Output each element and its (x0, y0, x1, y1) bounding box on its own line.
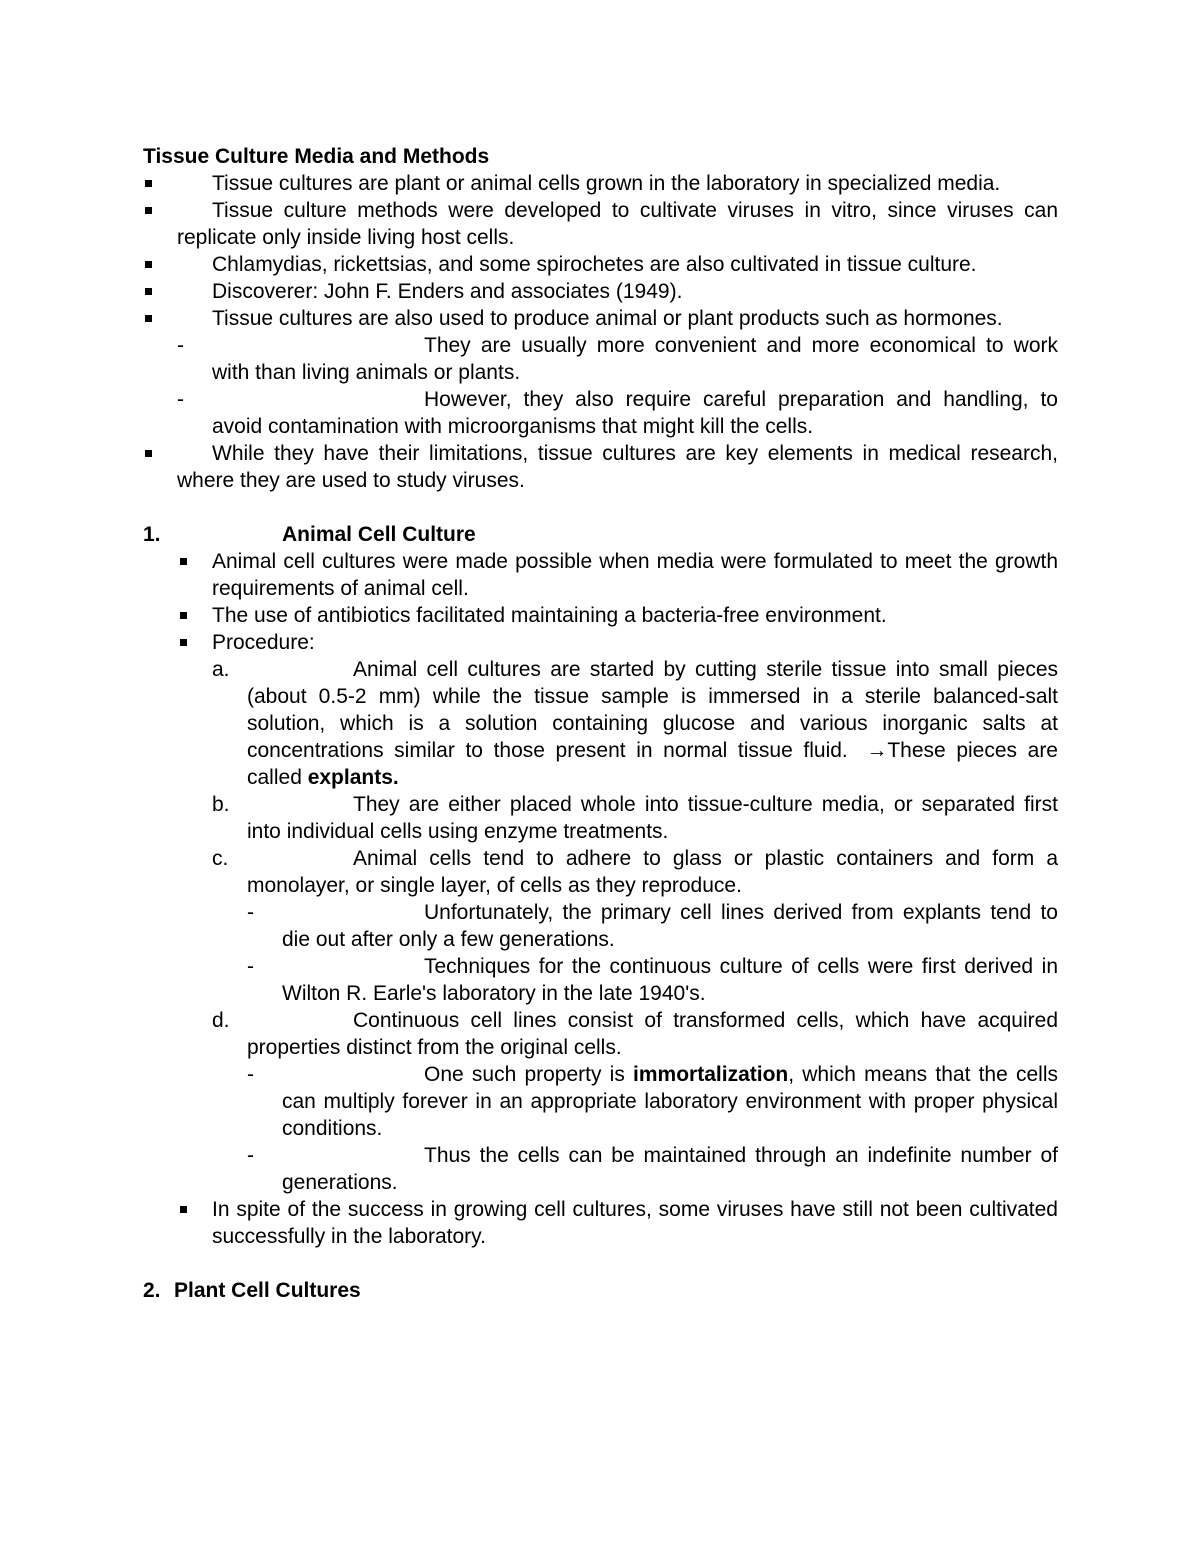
intro-bullet: Tissue cultures are also used to produce animal or plant products such as hormones. (143, 305, 1058, 332)
dash-marker: - (247, 901, 254, 924)
step-d-dash-item: - Thus the cells can be maintained through an indefinite number of generations. (247, 1144, 1058, 1194)
bullet-square-icon (180, 1206, 187, 1213)
bullet-square-icon (145, 261, 152, 268)
intro-bullet: Chlamydias, rickettsias, and some spirochetes are also cultivated in tissue culture. (143, 251, 1058, 278)
section-1-heading (143, 521, 1058, 548)
arrow-right-icon: → (866, 739, 888, 762)
intro-bullet: Tissue cultures are plant or animal cells grown in the laboratory in specialized media. (143, 170, 1058, 197)
intro-dash-item: - They are usually more convenient and more economical to work with than living animals or plants. (177, 334, 1058, 384)
step-c-dash-item: - Techniques for the continuous culture of cells were first derived in Wilton R. Earle's laboratory in the late 1940's. (247, 955, 1058, 1005)
step-label: d. (212, 1009, 230, 1032)
document-title: Tissue Culture Media and Methods (143, 145, 490, 168)
document-page (143, 143, 1058, 1304)
bullet-square-icon (145, 207, 152, 214)
section-2-heading (143, 1277, 1058, 1304)
section-1-title: Animal Cell Culture (282, 523, 476, 546)
intro-bullet: Discoverer: John F. Enders and associates (1949). (143, 278, 1058, 305)
procedure-step-d: d. Continuous cell lines consist of transformed cells, which have acquired properties distinct from the original cells. (212, 1009, 1058, 1059)
step-label: a. (212, 658, 230, 681)
bullet-square-icon (180, 612, 187, 619)
bullet-square-icon (145, 315, 152, 322)
section-1-bullet: Procedure: (143, 629, 1058, 656)
procedure-step-a: a. Animal cell cultures are started by cutting sterile tissue into small pieces (about 0.5-2 mm) while the tissue sample is immersed in a sterile balanced-salt solution, which is a solution containing glucose and various inorganic salts at concentrations similar to those present in normal tissue fluid. →These pieces are called explants. (212, 658, 1058, 789)
step-c-dash-item: - Unfortunately, the primary cell lines derived from explants tend to die out after only a few generations. (247, 901, 1058, 951)
bullet-square-icon (145, 180, 152, 187)
immortalization-term: immortalization (633, 1063, 789, 1086)
section-2-number: 2. (143, 1279, 161, 1302)
procedure-step-b: b. They are either placed whole into tissue-culture media, or separated first into individual cells using enzyme treatments. (212, 793, 1058, 843)
bullet-square-icon (145, 450, 152, 457)
step-d-dash-item: - One such property is immortalization, which means that the cells can multiply forever in an appropriate laboratory environment with proper physical conditions. (247, 1063, 1058, 1140)
bullet-square-icon (145, 288, 152, 295)
section-1-bullet: Animal cell cultures were made possible when media were formulated to meet the growth requirements of animal cell. (143, 548, 1058, 602)
section-1-bullet: The use of antibiotics facilitated maintaining a bacteria-free environment. (143, 602, 1058, 629)
section-1-bullet: In spite of the success in growing cell cultures, some viruses have still not been cultivated successfully in the laboratory. (143, 1196, 1058, 1250)
bullet-square-icon (180, 639, 187, 646)
dash-marker: - (247, 1063, 254, 1086)
section-2-title: Plant Cell Cultures (174, 1279, 361, 1302)
step-label: b. (212, 793, 230, 816)
procedure-step-c: c. Animal cells tend to adhere to glass or plastic containers and form a monolayer, or single layer, of cells as they reproduce. (212, 847, 1058, 897)
dash-marker: - (247, 955, 254, 978)
step-label: c. (212, 847, 229, 870)
intro-dash-item: - However, they also require careful preparation and handling, to avoid contamination with microorganisms that might kill the cells. (177, 388, 1058, 438)
bullet-square-icon (180, 558, 187, 565)
intro-bullet: Tissue culture methods were developed to cultivate viruses in vitro, since viruses can replicate only inside living host cells. (143, 197, 1058, 251)
explants-term: explants. (307, 766, 399, 789)
intro-bullet: While they have their limitations, tissue cultures are key elements in medical research, where they are used to study viruses. (143, 440, 1058, 494)
dash-marker: - (177, 334, 184, 357)
section-1-number: 1. (143, 523, 161, 546)
dash-marker: - (247, 1144, 254, 1167)
dash-marker: - (177, 388, 184, 411)
